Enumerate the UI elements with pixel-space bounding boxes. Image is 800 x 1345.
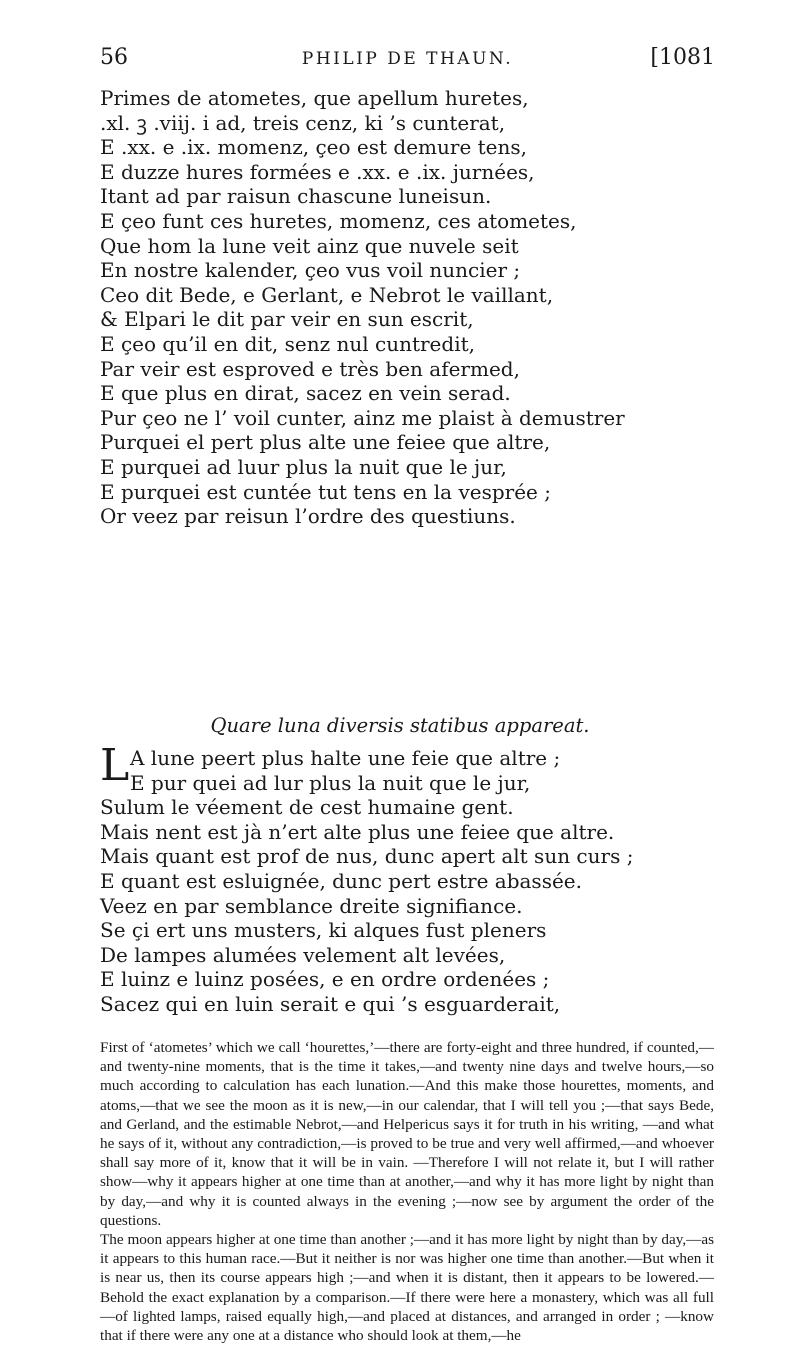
verse-line: E purquei ad luur plus la nuit que le jur, — [100, 454, 507, 479]
verse-line: Primes de atometes, que apellum huretes, — [100, 86, 529, 110]
verse-line: A lune peert plus halte une feie que altre ; — [130, 746, 561, 770]
verse-line: Or veez par reisun l’ordre des questiuns. — [100, 504, 516, 529]
verse-line: Mais nent est jà n’ert alte plus une feiee que altre. — [100, 819, 615, 844]
verse-line: Mais quant est prof de nus, dunc apert alt sun curs ; — [100, 844, 634, 869]
verse-line: Par veir est esproved e très ben afermed, — [100, 356, 520, 381]
verse-line: De lampes alumées velement alt levées, — [100, 942, 506, 967]
verse-line: E purquei est cuntée tut tens en la vesprée ; — [100, 479, 551, 504]
running-header — [100, 45, 715, 79]
verse-block — [100, 86, 720, 529]
verse-line: Purquei el pert plus alte une feiee que altre, — [100, 430, 551, 455]
verse-line: E quant est esluignée, dunc pert estre abassée. — [100, 868, 582, 893]
translation-paragraph: First of ‘atometes’ which we call ‘hourettes,’—there are forty-eight and three hundred, if counted,—and twenty-nine moments, that is the time it takes,—and twenty nine days and twelve hours,—so much according to calculation has each lunation.—And this make those hourettes, moments, and atoms,—that we see the moon as it is new,—in our calendar, that I will tell you ;—that says Bede, and Gerland, and the estimable Nebrot,—and Helpericus says it for truth in his writing, —and what he says of it, without any contradiction,—is proved to be true and very well affirmed,—and whoever shall say more of it, know that it will be in vain. —Therefore I will not relate it, but I will rather show—why it appears higher at one time than at another,—and why it has more light by night than by day,—and why it is counted always in the evening ;—now see by argument the order of the questions. — [100, 1039, 714, 1229]
page-number: 56 — [100, 45, 128, 70]
verse-line: E çeo funt ces huretes, momenz, ces atometes, — [100, 208, 577, 233]
translation-paragraph: The moon appears higher at one time than another ;—and it has more light by night than by day,—as it appears to this human race.—But it neither is nor was higher one time than another.—But when it is near us, then its course appears high ;—and when it is distant, then it appears to be lowered.—Behold the exact explanation by a comparison.—If there were here a monastery, which was all full—of lighted lamps, raised equally high,—and placed at distances, and arranged in order ; —know that if there were any one at a distance who should look at them,—he — [100, 1231, 714, 1345]
verse-line: Se çi ert uns musters, ki alques fust pleners — [100, 918, 547, 943]
verse-line: Que hom la lune veit ainz que nuvele seit — [100, 233, 519, 258]
verse-line: .xl. ꝫ .viij. i ad, treis cenz, ki ’s cunterat, — [100, 110, 506, 135]
translation-block — [100, 1038, 714, 1345]
verse-line: E .xx. e .ix. momenz, çeo est demure tens, — [100, 135, 528, 160]
verse-line: Ceo dit Bede, e Gerlant, e Nebrot le vaillant, — [100, 282, 554, 307]
verse-line: E çeo qu’il en dit, senz nul cuntredit, — [100, 331, 475, 356]
verse-line: & Elpari le dit par veir en sun escrit, — [100, 307, 474, 332]
verse-line: E que plus en dirat, sacez en vein serad. — [100, 381, 511, 406]
verse-line: Veez en par semblance dreite signifiance. — [100, 893, 523, 918]
verse-line: E duzze hures formées e .xx. e .ix. jurnées, — [100, 159, 535, 184]
drop-cap: L — [100, 740, 130, 791]
verse-line: Pur çeo ne l’ voil cunter, ainz me plaist à demustrer — [100, 405, 625, 430]
verse-line: Sacez qui en luin serait e qui ’s esguarderait, — [100, 991, 561, 1016]
running-title: PHILIP DE THAUN. — [301, 49, 514, 69]
verse-line: E luinz e luinz posées, e en ordre ordenées ; — [100, 967, 550, 992]
verse-line: E pur quei ad lur plus la nuit que le jur, — [130, 770, 531, 795]
verse-line: Itant ad par raisun chascune luneisun. — [100, 184, 492, 209]
year-marker: [1081 — [650, 45, 715, 70]
verse-line: Sulum le véement de cest humaine gent. — [100, 795, 514, 820]
verse-line: En nostre kalender, çeo vus voil nuncier ; — [100, 258, 521, 283]
section-heading: Quare luna diversis statibus appareat. — [210, 714, 590, 737]
verse-block-2 — [100, 740, 720, 1017]
